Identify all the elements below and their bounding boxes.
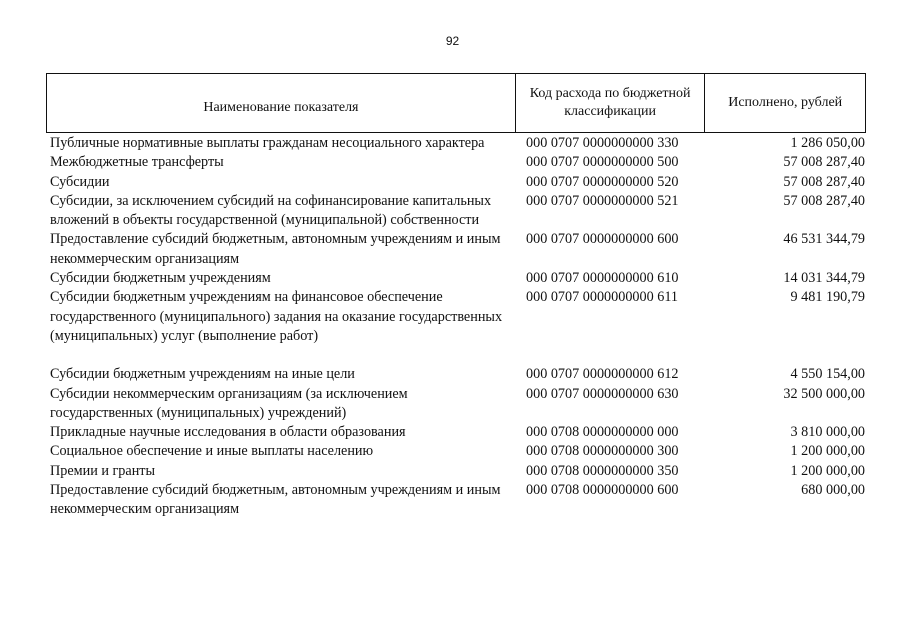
row-amount: 46 531 344,79 xyxy=(783,231,865,248)
header-name: Наименование показателя xyxy=(47,74,516,132)
row-code: 000 0707 0000000000 521 xyxy=(526,192,679,209)
row-name: Субсидии xyxy=(50,173,110,190)
row-name: Субсидии некоммерческим организациям (за исключением государственных (муниципальных) учреждений) xyxy=(50,385,408,421)
table-row xyxy=(50,269,865,288)
table-row xyxy=(50,192,865,231)
row-code: 000 0708 0000000000 350 xyxy=(526,462,679,479)
row-name: Предоставление субсидий бюджетным, автономным учреждениям и иным некоммерческим организациям xyxy=(50,482,501,518)
row-amount: 9 481 190,79 xyxy=(790,289,865,306)
row-amount: 57 008 287,40 xyxy=(783,154,865,171)
table-row xyxy=(50,442,865,461)
table-row xyxy=(50,462,865,481)
table-row xyxy=(50,134,865,153)
table-row xyxy=(50,423,865,442)
row-code: 000 0708 0000000000 300 xyxy=(526,443,679,460)
table-row xyxy=(50,173,865,192)
table-row xyxy=(50,365,865,384)
header-executed: Исполнено, рублей xyxy=(728,95,843,110)
row-code: 000 0708 0000000000 000 xyxy=(526,424,679,441)
row-amount: 1 286 050,00 xyxy=(790,135,865,151)
row-name: Премии и гранты xyxy=(50,462,156,479)
row-name: Предоставление субсидий бюджетным, автономным учреждениям и иным некоммерческим организациям xyxy=(50,231,501,267)
page-number: 92 xyxy=(445,34,460,48)
header-code: Код расхода по бюджетной классификации xyxy=(516,74,706,132)
row-code: 000 0707 0000000000 611 xyxy=(526,289,678,306)
row-name: Публичные нормативные выплаты гражданам несоциального характера xyxy=(50,135,485,151)
row-amount: 57 008 287,40 xyxy=(783,192,865,209)
row-amount: 1 200 000,00 xyxy=(790,443,865,460)
row-amount: 3 810 000,00 xyxy=(790,424,865,441)
row-code: 000 0707 0000000000 610 xyxy=(526,270,679,287)
row-amount: 14 031 344,79 xyxy=(783,270,865,287)
row-amount: 4 550 154,00 xyxy=(790,366,865,383)
row-name: Межбюджетные трансферты xyxy=(50,154,224,171)
row-code: 000 0707 0000000000 600 xyxy=(526,231,679,248)
row-name: Субсидии бюджетным учреждениям на иные цели xyxy=(50,366,355,383)
row-amount: 1 200 000,00 xyxy=(790,462,865,479)
row-name: Прикладные научные исследования в области образования xyxy=(50,424,406,441)
table-header xyxy=(46,73,866,133)
table-row xyxy=(50,230,865,269)
row-name: Субсидии, за исключением субсидий на софинансирование капитальных вложений в объекты государственной (муниципальной) собственности xyxy=(50,192,492,229)
row-amount: 680 000,00 xyxy=(801,482,865,499)
table-row xyxy=(50,481,865,520)
row-name: Субсидии бюджетным учреждениям xyxy=(50,270,271,287)
table-body xyxy=(50,134,865,520)
row-code: 000 0707 0000000000 630 xyxy=(526,385,679,402)
table-row xyxy=(50,153,865,172)
row-spacer xyxy=(50,346,865,365)
row-amount: 32 500 000,00 xyxy=(783,385,865,402)
row-name: Субсидии бюджетным учреждениям на финансовое обеспечение государственного (муниципального) задания на оказание государственных (муниципальных) услуг (выполнение работ) xyxy=(50,289,503,344)
row-name: Социальное обеспечение и иные выплаты населению xyxy=(50,443,374,460)
table-row xyxy=(50,385,865,424)
table-row xyxy=(50,288,865,346)
row-code: 000 0707 0000000000 330 xyxy=(526,135,679,151)
row-code: 000 0707 0000000000 612 xyxy=(526,366,679,383)
row-amount: 57 008 287,40 xyxy=(783,173,865,190)
row-code: 000 0707 0000000000 500 xyxy=(526,154,679,171)
row-code: 000 0708 0000000000 600 xyxy=(526,482,679,499)
row-code: 000 0707 0000000000 520 xyxy=(526,173,679,190)
